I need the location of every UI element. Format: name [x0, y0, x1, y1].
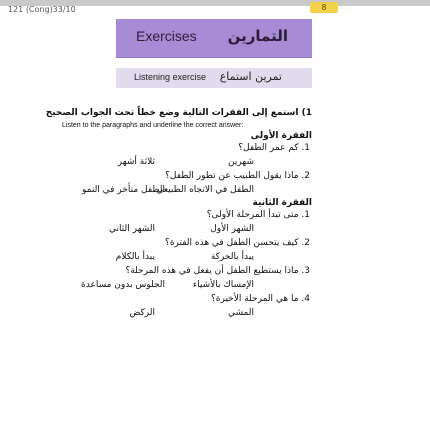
header-title-ar: التمارين: [227, 27, 288, 45]
p2-question-2: 2. كيف يتحسن الطفل في هذه الفترة؟: [165, 238, 310, 248]
p1-q1-option-right: شهرين: [227, 157, 254, 167]
instruction-ar: 1) استمع إلى الفقرات التالية وضع خطاً تحت الجواب الصحيح: [45, 108, 312, 118]
p2-q3-option-left: الجلوس بدون مساعدة: [81, 280, 165, 290]
exercise-label-ar: تمرين استماع: [219, 70, 282, 83]
p1-q2-option-left: الطفل متأخر في النمو: [82, 185, 165, 195]
page-badge: 8: [310, 2, 338, 13]
p2-q2-option-left: يبدأ بالكلام: [115, 252, 155, 262]
p2-question-4: 4. ما هي المرحلة الأخيرة؟: [211, 294, 310, 304]
section-header: [116, 19, 312, 57]
p2-q1-option-left: الشهر الثاني: [109, 224, 155, 234]
p1-q1-option-left: ثلاثة أشهر: [117, 157, 155, 167]
p1-q2-option-right: الطفل في الاتجاه الطبيعي: [156, 185, 254, 195]
paragraph-1-heading: الفقرة الأولى: [250, 131, 312, 141]
instruction-en: Listen to the paragraphs and underline the correct answer:: [62, 122, 244, 129]
p2-q4-option-left: الركض: [129, 308, 155, 318]
p1-question-1: 1. كم عمر الطفل؟: [238, 143, 310, 153]
p2-q1-option-right: الشهر الأول: [210, 224, 254, 234]
page-code: 121 (Cong)33/10: [8, 5, 76, 14]
p2-q3-option-right: الإمساك بالأشياء: [192, 280, 254, 290]
header-title-en: Exercises: [136, 28, 197, 44]
paragraph-2-heading: الفقرة الثانية: [252, 198, 312, 208]
exercise-label-bar: [116, 68, 312, 88]
p2-question-3: 3. ماذا يستطيع الطفل أن يفعل في هذه المرحلة؟: [125, 266, 310, 276]
p1-question-2: 2. ماذا يقول الطبيب عن تطور الطفل؟: [165, 171, 310, 181]
exercise-label-en: Listening exercise: [134, 72, 207, 82]
p2-q4-option-right: المشي: [228, 308, 254, 318]
p2-question-1: 1. متى تبدأ المرحلة الأولى؟: [206, 210, 310, 220]
p2-q2-option-right: يبدأ بالحركة: [210, 252, 254, 262]
